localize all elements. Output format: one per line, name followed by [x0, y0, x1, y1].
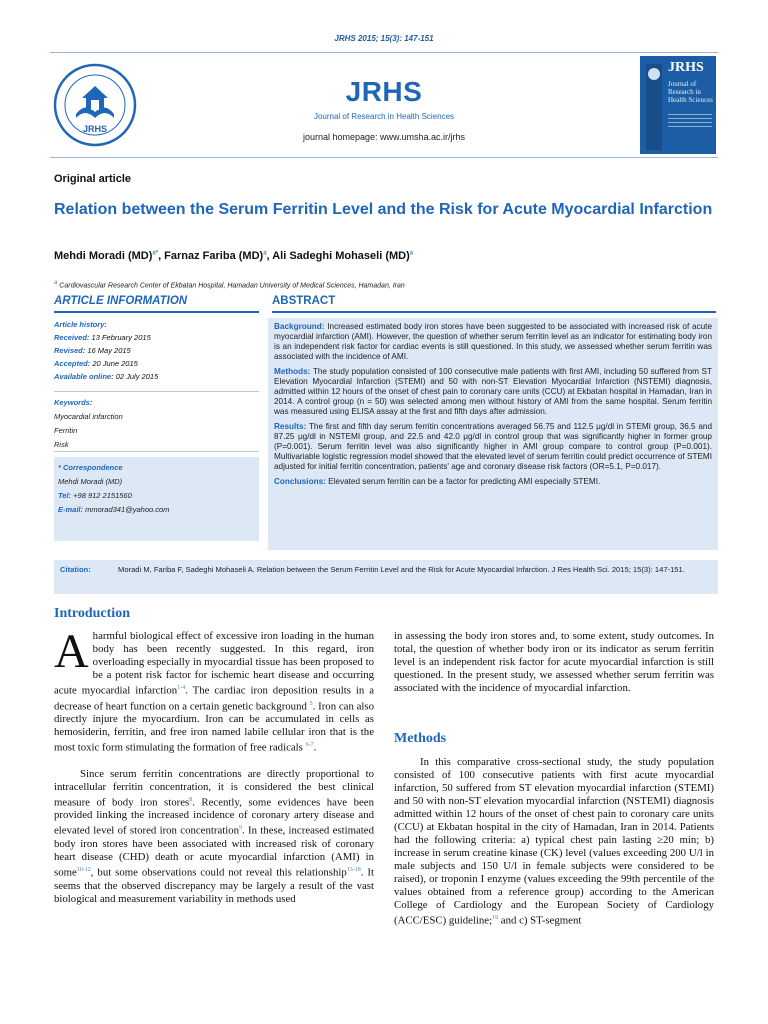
abstract-rule — [272, 311, 716, 313]
author-1-sup: a* — [152, 250, 159, 257]
methods-paragraph-1 — [394, 756, 714, 928]
methods-label: Methods: — [274, 367, 311, 376]
correspondence-name: Mehdi Moradi (MD) — [58, 477, 123, 486]
p1b-text: . The cardiac iron deposition results in a decrease of heart function on a certain genetic background — [54, 684, 374, 713]
received-label: Received: — [54, 333, 90, 342]
reference-link[interactable]: 10-12 — [76, 866, 91, 873]
m1b-text: and c) ST-segment — [498, 914, 582, 927]
email-row — [58, 505, 255, 514]
journal-homepage[interactable]: journal homepage: www.umsha.ac.ir/jrhs — [302, 132, 466, 142]
cover-badge-icon — [648, 68, 660, 80]
keywords-label: Keywords: — [54, 398, 93, 407]
right-column — [394, 630, 714, 695]
abstract-results — [274, 422, 712, 472]
revised-label: Revised: — [54, 346, 86, 355]
reference-link[interactable]: 13-18 — [346, 866, 361, 873]
affiliation — [54, 280, 405, 289]
revised-date: 16 May 2015 — [87, 346, 131, 355]
author-2[interactable]: , Farnaz Fariba (MD) — [158, 250, 264, 262]
online-row — [54, 372, 259, 381]
cover-subtitle: Journal of Research in Health Sciences — [668, 80, 713, 104]
methods-column — [394, 756, 714, 928]
accepted-date: 20 June 2015 — [92, 359, 138, 368]
citation-box — [54, 560, 718, 594]
affiliation-sup: a — [54, 280, 58, 286]
reference-link[interactable]: 1-4 — [177, 685, 186, 691]
received-row — [54, 333, 259, 342]
article-info-rule — [54, 311, 259, 313]
article-info-heading: ARTICLE INFORMATION — [54, 295, 188, 307]
p2c-text: . In these, increased estimated body iron stores have been associated with increased risk of coronary heart disease (CHD) death or acute myocardial infarction (AMI) in some — [54, 824, 374, 879]
online-date: 02 July 2015 — [115, 372, 159, 381]
introduction-heading: Introduction — [54, 606, 130, 621]
methods-heading: Methods — [394, 731, 447, 746]
author-3-sup: a — [409, 250, 414, 257]
reference-link[interactable]: 6-7 — [305, 742, 314, 749]
conclusions-label: Conclusions: — [274, 477, 326, 486]
tel-label: Tel: — [58, 491, 72, 500]
email-label: E-mail: — [58, 505, 84, 514]
article-title: Relation between the Serum Ferritin Level and the Risk for Acute Myocardial Infarction — [54, 201, 713, 218]
citation-label: Citation: — [60, 565, 91, 574]
accepted-row — [54, 359, 259, 368]
reference-link[interactable]: 8 — [189, 796, 193, 803]
logo-caption: JRHS — [82, 124, 108, 134]
author-2-sup: a — [263, 250, 267, 257]
email-link[interactable]: mmorad341@yahoo.com — [85, 505, 170, 514]
p2d-text: , but some observations could not reveal this relationship — [90, 866, 347, 879]
tel-value: +98 912 2151560 — [73, 491, 132, 500]
reference-link[interactable]: 5 — [309, 700, 313, 707]
conclusions-text: Elevated serum ferritin can be a factor for predicting AMI especially STEMI. — [328, 477, 601, 486]
drop-cap: A — [54, 625, 89, 678]
revised-row — [54, 346, 259, 355]
methods-text: The study population consisted of 100 consecutive male patients with first AMI, including 50 suffered from ST Elevation Myocardial Infarction (STEMI) and 50 with non-ST Elevation Myocardial Infarction (NSTEMI) diagnosis, admitted within 12 hours of the onset of chest pain to coronary care units (CCU) at Ekbatan hospital in Hamadan, Iran in 2014. A control group (n = 50) was selected among men without history of AMI from the same hospital. Serum ferritin was measured using ELISA assay at the first and fifth days after admission. — [274, 367, 712, 416]
keywords-section — [54, 392, 259, 452]
journal-reference: JRHS 2015; 15(3): 147-151 — [334, 34, 434, 43]
left-column — [54, 625, 375, 906]
received-date: 13 February 2015 — [91, 333, 151, 342]
reference-link[interactable]: 9 — [239, 825, 243, 832]
online-label: Available online: — [54, 372, 114, 381]
keyword-item[interactable]: Risk — [54, 440, 69, 449]
correspondence-box — [54, 457, 259, 541]
correspondence-label: * Correspondence — [58, 463, 123, 472]
author-3[interactable]: , Ali Sadeghi Mohaseli (MD) — [266, 250, 410, 262]
author-list — [54, 250, 413, 262]
abstract-background — [274, 322, 712, 362]
p1d-text: . — [313, 741, 317, 754]
abstract-panel — [268, 318, 718, 550]
background-text: Increased estimated body iron stores have been suggested to be associated with increased risk of acute myocardial infarction (AMI). However, the question of whether serum ferritin level as an indicator for estimating body iron is an independent risk factor for cardiac events is still questioned. In this study, we assessed whether serum ferritin was associated with the incidence of AMI. — [274, 322, 712, 361]
abstract-methods — [274, 367, 712, 417]
article-type: Original article — [54, 173, 132, 185]
history-label: Article history: — [54, 320, 107, 329]
accepted-label: Accepted: — [54, 359, 91, 368]
article-info-panel — [54, 316, 259, 541]
p1c-text: . Iron can also directly injure the myocardium. Iron can be accumulated in cells as hemosiderin, ferritin, and free iron named labile cellular iron that is the most toxic form stimulating the formation of free radicals — [54, 700, 374, 754]
p2-text: Since serum ferritin concentrations are directly proportional to intracellular ferritin concentration, it is considered the best clinical measure of body iron stores — [54, 767, 374, 809]
intro-paragraph-3: in assessing the body iron stores and, to some extent, study outcomes. In total, the question of whether body iron or its indicator as serum ferritin level is an independent risk factor for acute myocardial infarction is still questioned. In the present study, we assessed whether serum ferritin was associated with the incidence of myocardial infarction. — [394, 630, 714, 694]
intro-paragraph-2 — [54, 768, 374, 906]
tel-row — [58, 491, 255, 500]
journal-brand-subtitle: Journal of Research in Health Sciences — [313, 112, 455, 121]
cover-title: JRHS — [668, 60, 704, 75]
article-history — [54, 316, 259, 392]
intro-paragraph-1 — [54, 625, 374, 755]
p1-text: harmful biological effect of excessive iron loading in the human body has been recently suggested. In this regard, iron overloading especially in myocardial tissue has been proposed to be a potent risk factor for ischemic heart disease and occurring acute myocardial infarction — [54, 630, 374, 697]
affiliation-text: Cardiovascular Research Center of Ekbatan Hospital, Hamadan University of Medical Sciences, Hamadan, Iran — [59, 282, 405, 290]
reference-link[interactable]: 19 — [492, 915, 499, 921]
author-1[interactable]: Mehdi Moradi (MD) — [54, 250, 153, 262]
p2b-text: . Recently, some evidences have been provided linking the increased incidence of coronary artery disease and elevated level of stored iron concentration — [54, 796, 375, 837]
abstract-heading: ABSTRACT — [272, 295, 336, 307]
journal-cover-thumbnail — [640, 56, 716, 154]
abstract-conclusions — [274, 477, 712, 487]
results-label: Results: — [274, 422, 307, 431]
p2e-text: . It seems that the observed discrepancy may be largely a result of the vast biological and measurement variability in methods used — [54, 866, 374, 905]
background-label: Background: — [274, 322, 325, 331]
citation-text: Moradi M, Fariba F, Sadeghi Mohaseli A. Relation between the Serum Ferritin Level and the Risk for Acute Myocardial Infarction. J Res Health Sci. 2015; 15(3): 147-151. — [118, 565, 685, 574]
cover-text-lines — [668, 114, 712, 134]
m1-text: In this comparative cross-sectional study, the study population consisted of 100 consecutive patients with first acute myocardial infarction, 50 suffered from ST elevation myocardial infarction (STEMI) and 50 with non-ST elevation myocardial infarction (NSTEMI) diagnosis admitted within 12 hours of the onset of chest pain to coronary care units (CCU) at Ekbatan hospital in the city of Hamadan, Iran in 2014. Patients had the following criteria: a) typical chest pain lasting ≥20 min; b) increase in serum creatine kinase (CK) level (values exceeding 200 U/l in male subjects and 150 U/l in female subjects were considered to be raised), or troponin I enzyme (values exceeding the 99th percentile of the values obtained from a reference group) according to the American College of Cardiology and the European Society of Cardiology (ACC/ESC) guideline; — [394, 756, 714, 927]
keyword-item[interactable]: Myocardial infarction — [54, 412, 123, 421]
journal-brand: JRHS — [345, 76, 423, 107]
results-text: The first and fifth day serum ferritin concentrations averaged 56.75 and 112.5 μg/dl in STEMI group, 36.5 and 87.25 μg/dl in NSTEMI group, and 22.5 and 42.0 μg/dl in control group that was significantly higher in former group (P=0.001). Serum ferritin level was also significantly higher in AMI group compare to control group (P=0.001). Multivariable logistic regression model showed that the elevated level of serum ferritin could predict occurrence of STEMI adjusted for initial ferritin concentration, patients' age and coronary disease risk factors (OR=5.1, P=0.017). — [274, 422, 712, 471]
keyword-item[interactable]: Ferritin — [54, 426, 78, 435]
